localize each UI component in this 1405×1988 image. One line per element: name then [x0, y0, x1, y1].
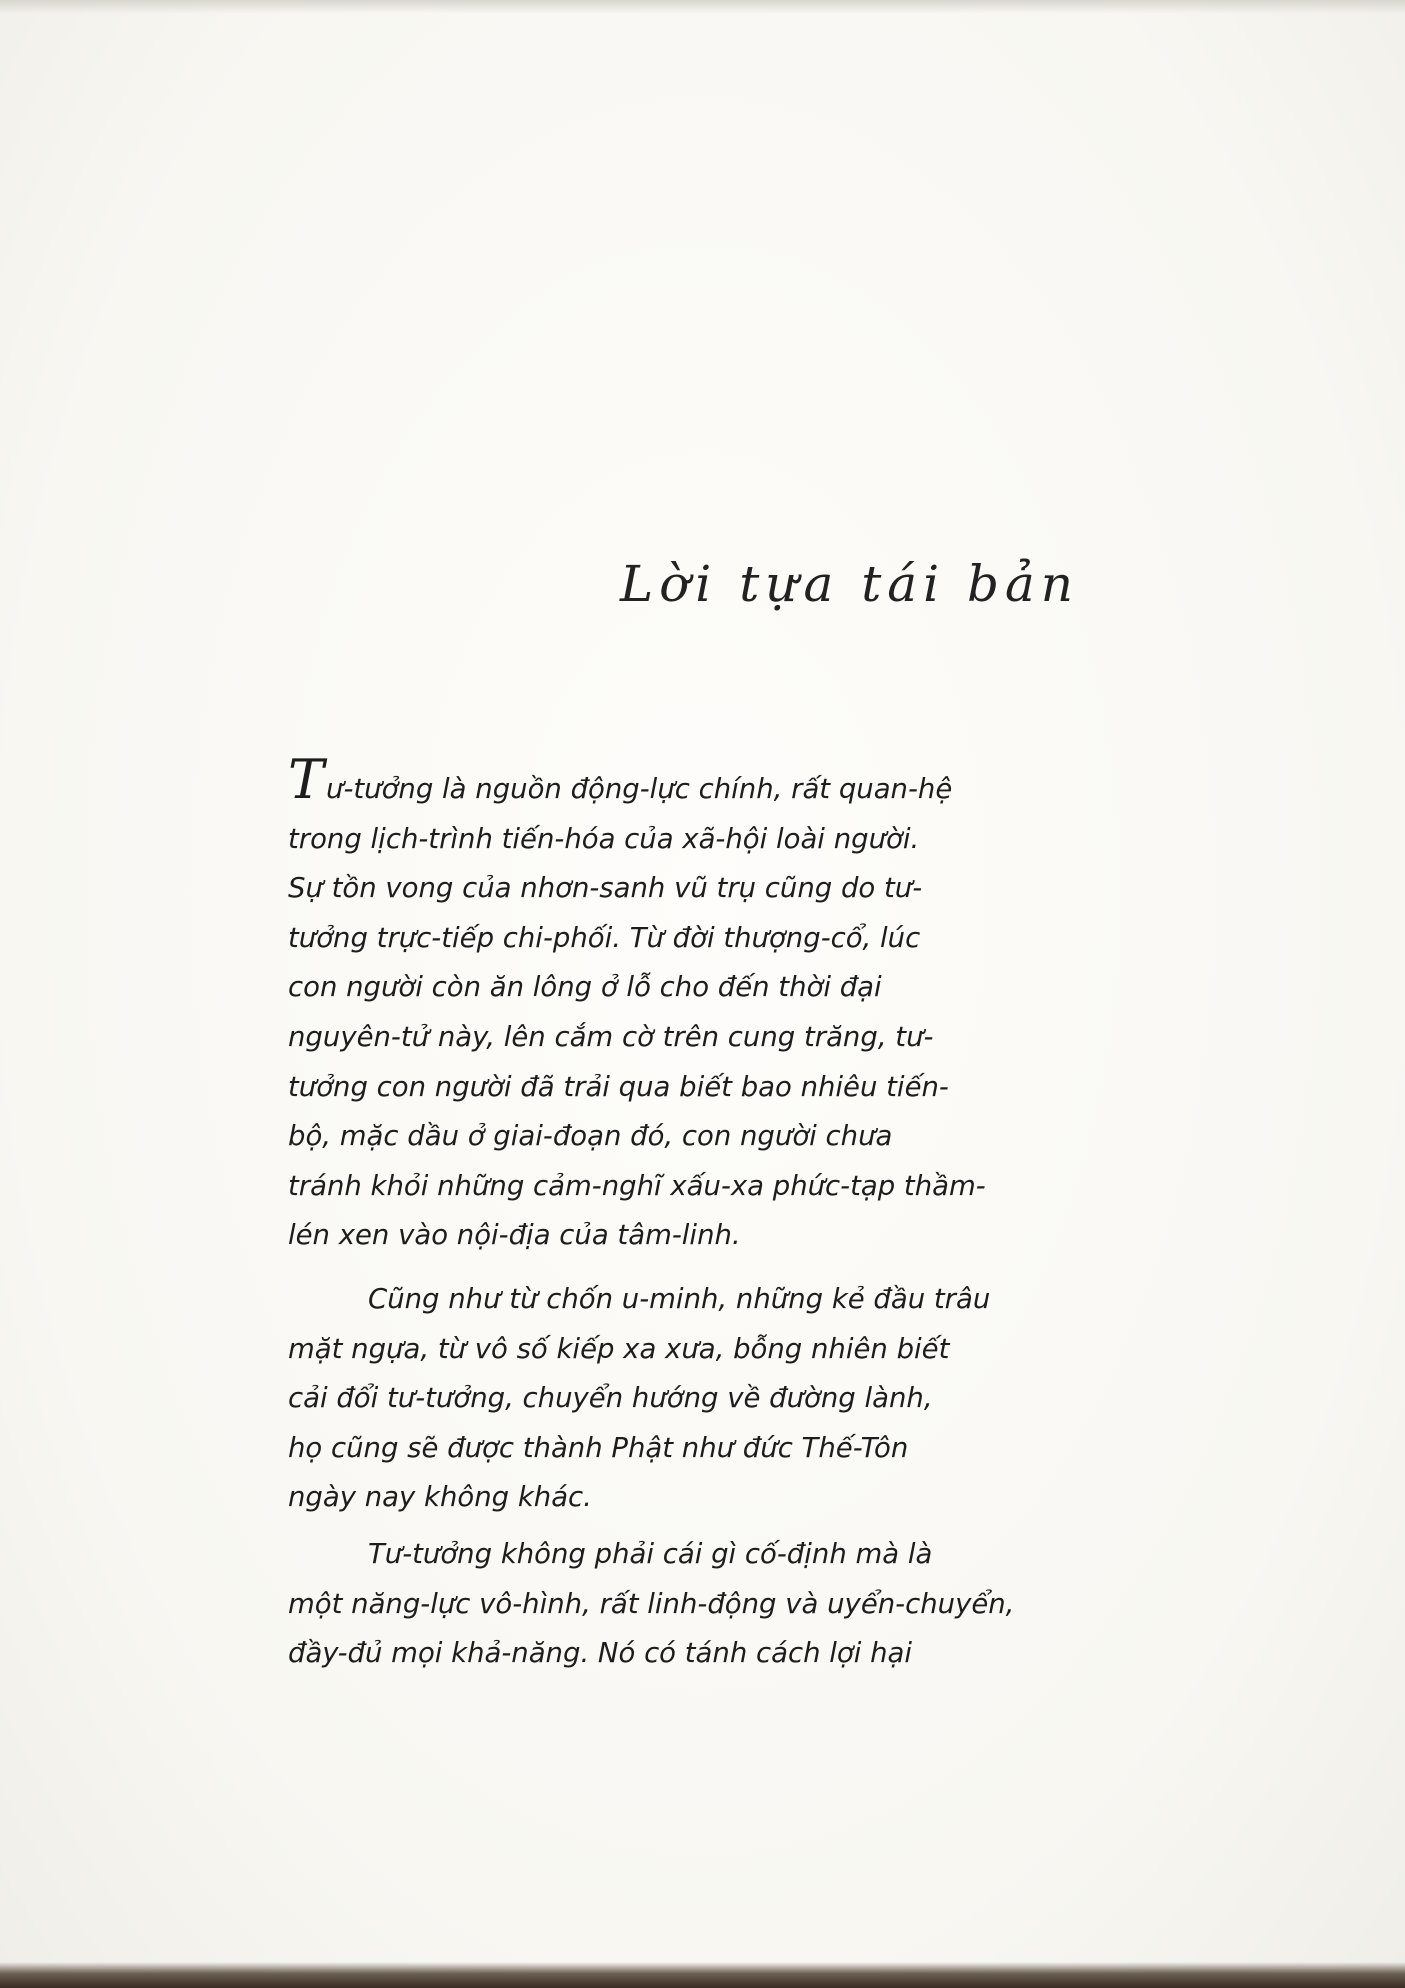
text-line: một năng-lực vô-hình, rất linh-động và uyển-chuyển,	[288, 1587, 1015, 1620]
text-line: đầy-đủ mọi khả-năng. Nó có tánh cách lợi hại	[288, 1637, 913, 1670]
text-line: bộ, mặc dầu ở giai-đoạn đó, con người chưa	[288, 1120, 893, 1153]
text-line: họ cũng sẽ được thành Phật như đức Thế-Tôn	[288, 1431, 909, 1464]
page-top-edge	[0, 0, 1405, 14]
text-line	[288, 748, 1103, 815]
text-line: tránh khỏi những cảm-nghĩ xấu-xa phức-tạp thầm-	[288, 1169, 986, 1202]
text-line: mặt ngựa, từ vô số kiếp xa xưa, bỗng nhiên biết	[288, 1332, 950, 1365]
paragraph-2	[288, 1275, 1103, 1523]
paragraph-3	[288, 1530, 1103, 1679]
text-line: tưởng con người đã trải qua biết bao nhiêu tiến-	[288, 1070, 949, 1103]
paragraph-1	[288, 748, 1103, 1261]
page-bottom-edge	[0, 1962, 1405, 1988]
text-line: trong lịch-trình tiến-hóa của xã-hội loài người.	[288, 822, 920, 855]
text-line: Sự tồn vong của nhơn-sanh vũ trụ cũng do tư-	[288, 872, 923, 905]
text-line: lén xen vào nội-địa của tâm-linh.	[288, 1219, 741, 1252]
text-line: Cũng như từ chốn u-minh, những kẻ đầu trâu	[368, 1283, 991, 1315]
text-line: cải đổi tư-tưởng, chuyển hướng về đường lành,	[288, 1382, 933, 1415]
text-line: con người còn ăn lông ở lỗ cho đến thời đại	[288, 971, 882, 1004]
text-line: tưởng trực-tiếp chi-phối. Từ đời thượng-cổ, lúc	[288, 921, 921, 954]
drop-cap: T	[288, 748, 325, 811]
text-line-content: ư-tưởng là nguồn động-lực chính, rất quan-hệ	[326, 773, 953, 805]
text-line: Tư-tưởng không phải cái gì cố-định mà là	[368, 1538, 933, 1570]
page-title: Lời tựa tái bản	[620, 555, 1079, 613]
text-line: nguyên-tử này, lên cắm cờ trên cung trăng, tư-	[288, 1020, 934, 1053]
text-line: ngày nay không khác.	[288, 1481, 592, 1514]
